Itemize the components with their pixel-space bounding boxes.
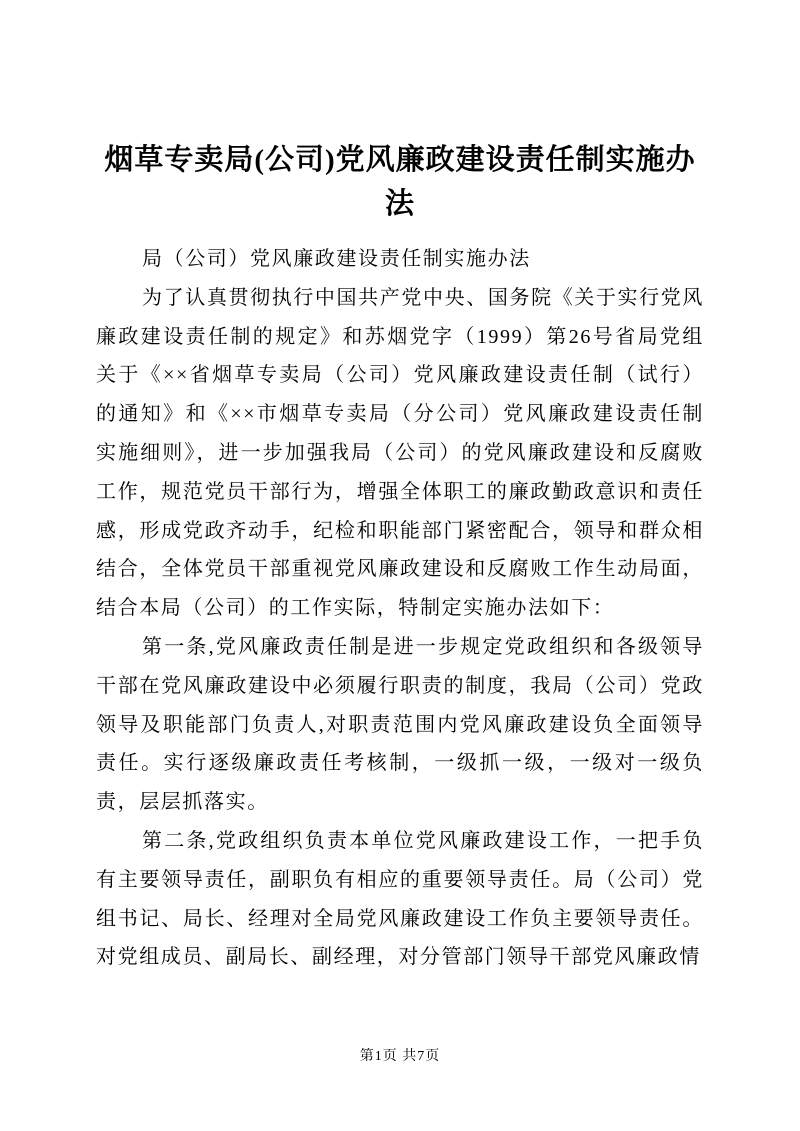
paragraph-subtitle: 局（公司）党风廉政建设责任制实施办法 bbox=[142, 248, 531, 270]
paragraph-article-1: 第一条,党风廉政责任制是进一步规定党政组织和各级领导干部在党风廉政建设中必须履行职责的制度，我局（公司）党政领导及职能部门负责人,对职责范围内党风廉政建设负全面领导责任。实行逐级廉政责任考核制，一级抓一级，一级对一级负责，层层抓落实。 bbox=[96, 635, 704, 814]
page-number-footer: 第1页 共7页 bbox=[359, 1049, 441, 1064]
paragraph-article-2: 第二条,党政组织负责本单位党风廉政建设工作，一把手负有主要领导责任，副职负有相应的重要领导责任。局（公司）党组书记、局长、经理对全局党风廉政建设工作负主要领导责任。对党组成员、副局长、副经理，对分管部门领导干部党风廉政情 bbox=[96, 829, 704, 969]
document-title: 烟草专卖局(公司)党风廉政建设责任制实施办法 bbox=[104, 144, 696, 220]
document-body bbox=[96, 240, 704, 977]
paragraph-intro: 为了认真贯彻执行中国共产党中央、国务院《关于实行党风廉政建设责任制的规定》和苏烟党字（1999）第26号省局党组关于《××省烟草专卖局（公司）党风廉政建设责任制（试行）的通知》和《××市烟草专卖局（分公司）党风廉政建设责任制实施细则》，进一步加强我局（公司）的党风廉政建设和反腐败工作，规范党员干部行为，增强全体职工的廉政勤政意识和责任感，形成党政齐动手，纪检和职能部门紧密配合，领导和群众相结合，全体党员干部重视党风廉政建设和反腐败工作生动局面，结合本局（公司）的工作实际，特制定实施办法如下： bbox=[96, 286, 704, 620]
